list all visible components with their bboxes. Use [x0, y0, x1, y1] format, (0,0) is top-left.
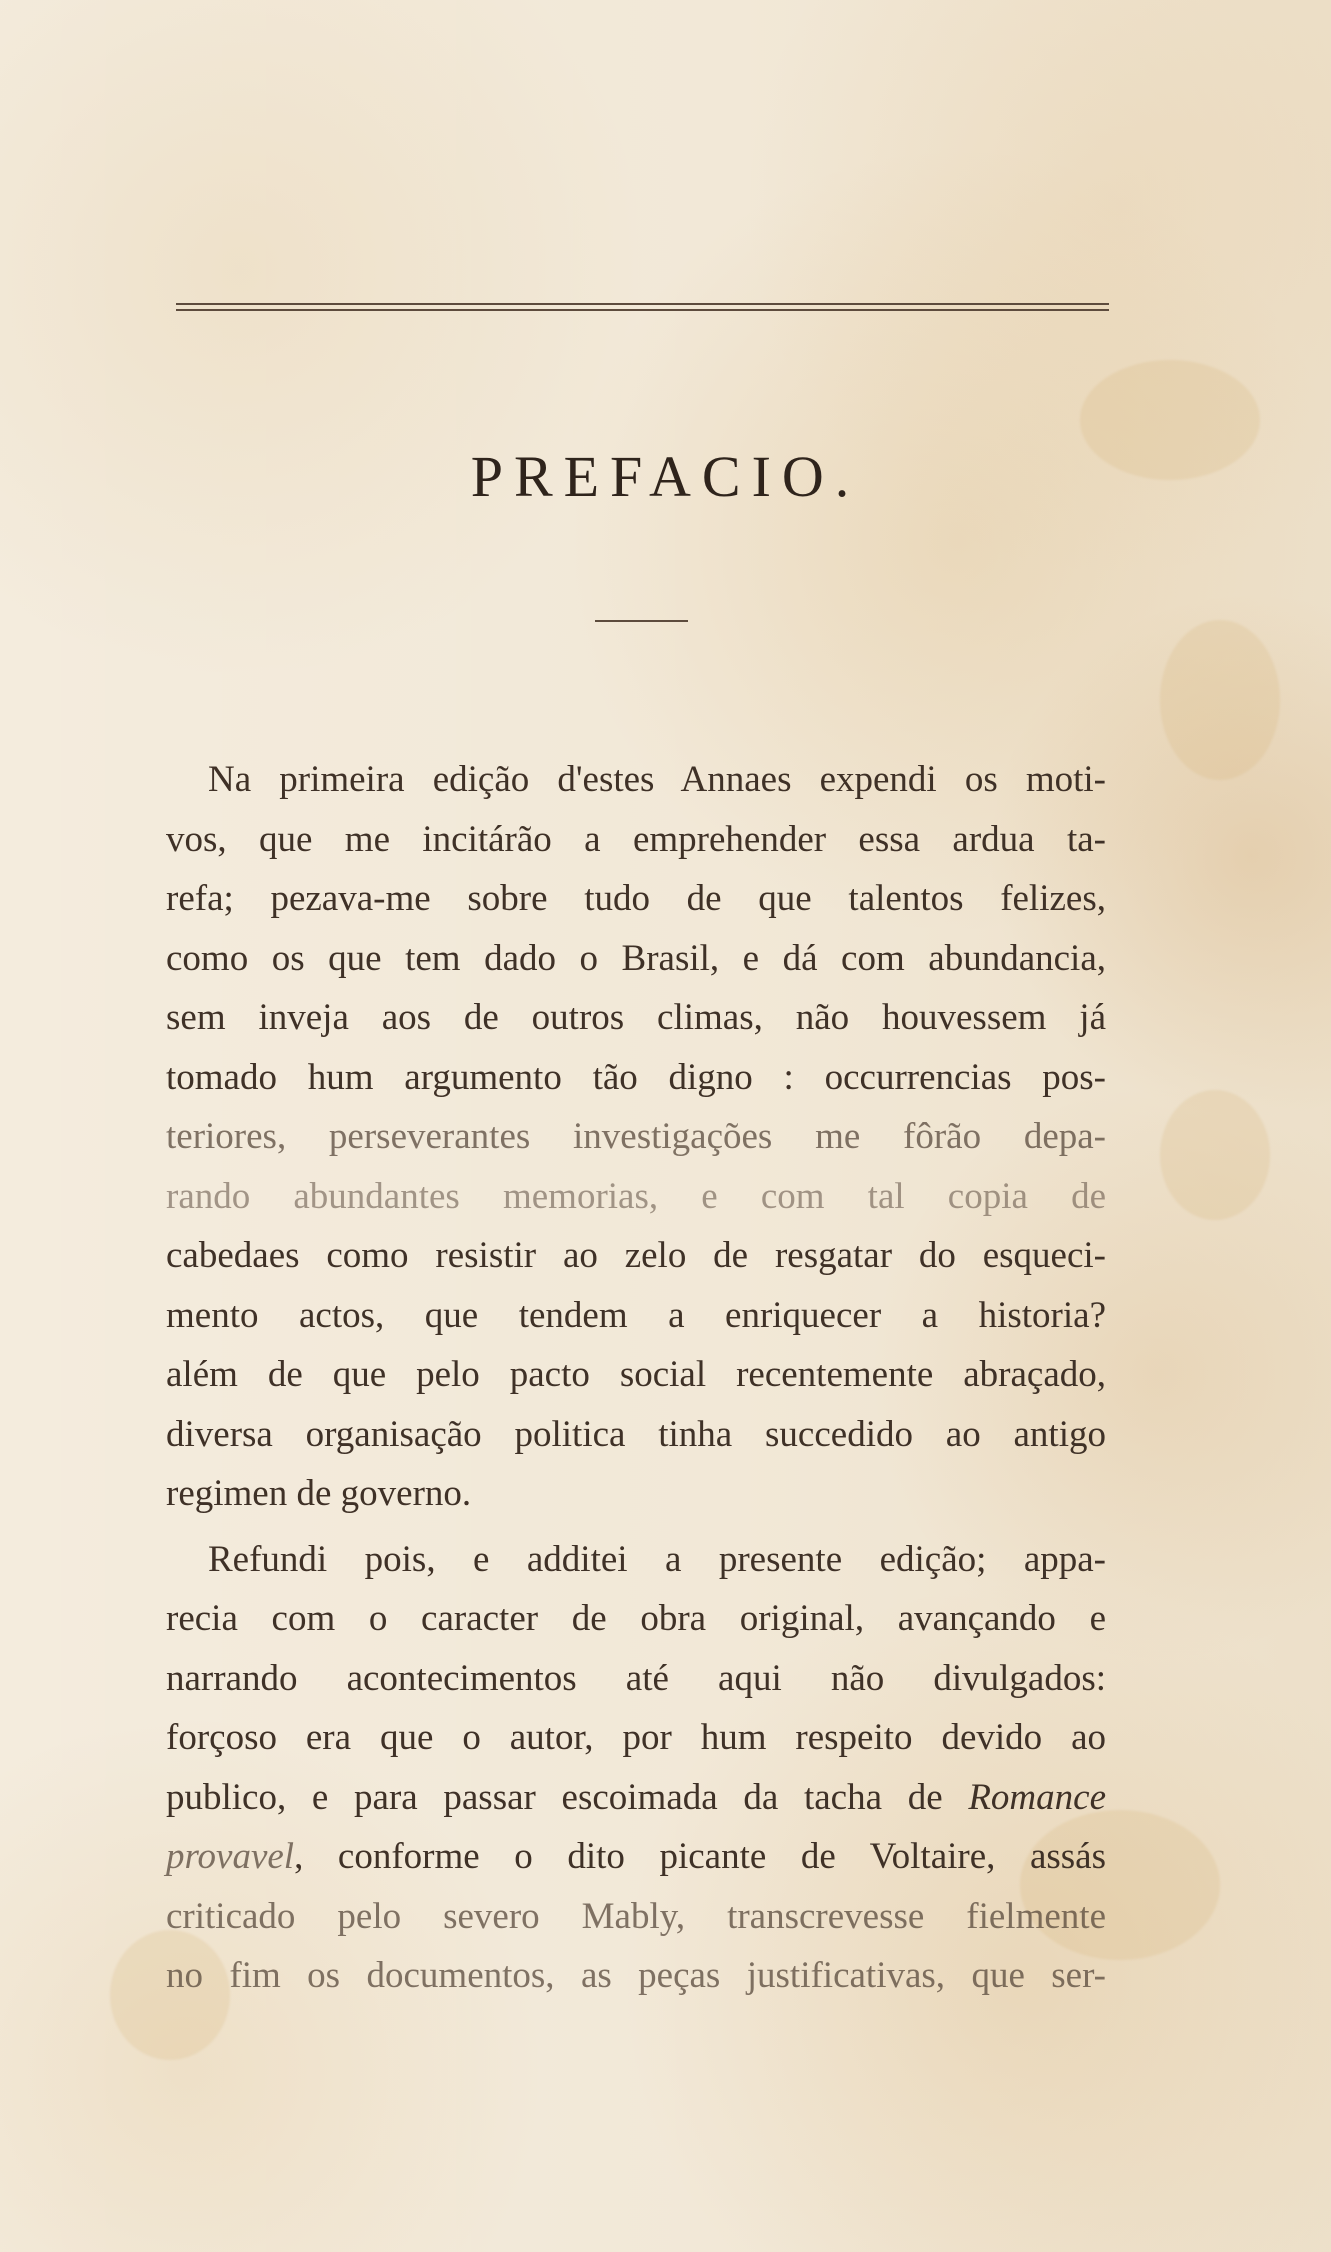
- text-line: sem inveja aos de outros climas, não houvessem já: [166, 997, 1106, 1038]
- text-line: como os que tem dado o Brasil, e dá com abundancia,: [166, 937, 1106, 979]
- text-line: recia com o caracter de obra original, avançando e: [166, 1598, 1106, 1639]
- text-line: rando abundantes memorias, e com tal copia de: [166, 1175, 1106, 1217]
- text-line: Na primeira edição d'estes Annaes expendi os moti-: [208, 759, 1106, 800]
- text-line: cabedaes como resistir ao zelo de resgatar do esqueci-: [166, 1235, 1106, 1276]
- text-line: vos, que me incitárão a emprehender essa ardua ta-: [166, 818, 1106, 860]
- text-line: refa; pezava-me sobre tudo de que talentos felizes,: [166, 878, 1106, 919]
- foxing-stain: [1160, 620, 1280, 780]
- text-line: forçoso era que o autor, por hum respeito devido ao: [166, 1717, 1106, 1758]
- italic-term: provavel: [166, 1836, 295, 1877]
- text-line: Refundi pois, e additei a presente edição; appa-: [208, 1538, 1106, 1580]
- text-fragment: publico, e para passar escoimada da tacha de: [166, 1776, 943, 1818]
- top-double-rule: [176, 303, 1109, 308]
- text-line-with-italic: [166, 1768, 1106, 1828]
- text-line: mento actos, que tendem a enriquecer a historia?: [166, 1294, 1106, 1336]
- text-line: além de que pelo pacto social recentemente abraçado,: [166, 1354, 1106, 1395]
- text-line: no fim os documentos, as peças justificativas, que ser-: [166, 1955, 1106, 1996]
- text-line: teriores, perseverantes investigações me fôrão depa-: [166, 1116, 1106, 1157]
- text-line: narrando acontecimentos até aqui não divulgados:: [166, 1657, 1106, 1699]
- page-title: PREFACIO.: [470, 444, 861, 509]
- preface-body: [166, 750, 1106, 2006]
- text-line: criticado pelo severo Mably, transcrevesse fielmente: [166, 1895, 1106, 1937]
- text-line-with-italic: [166, 1827, 1106, 1887]
- text-fragment: , conforme o dito picante de Voltaire, assás: [294, 1836, 1106, 1877]
- text-line: regimen de governo.: [166, 1473, 472, 1514]
- text-line: tomado hum argumento tão digno : occurrencias pos-: [166, 1056, 1106, 1098]
- foxing-stain: [1160, 1090, 1270, 1220]
- title-separator-rule: [595, 620, 688, 622]
- italic-term: Romance: [968, 1776, 1106, 1818]
- text-line: diversa organisação politica tinha succedido ao antigo: [166, 1413, 1106, 1455]
